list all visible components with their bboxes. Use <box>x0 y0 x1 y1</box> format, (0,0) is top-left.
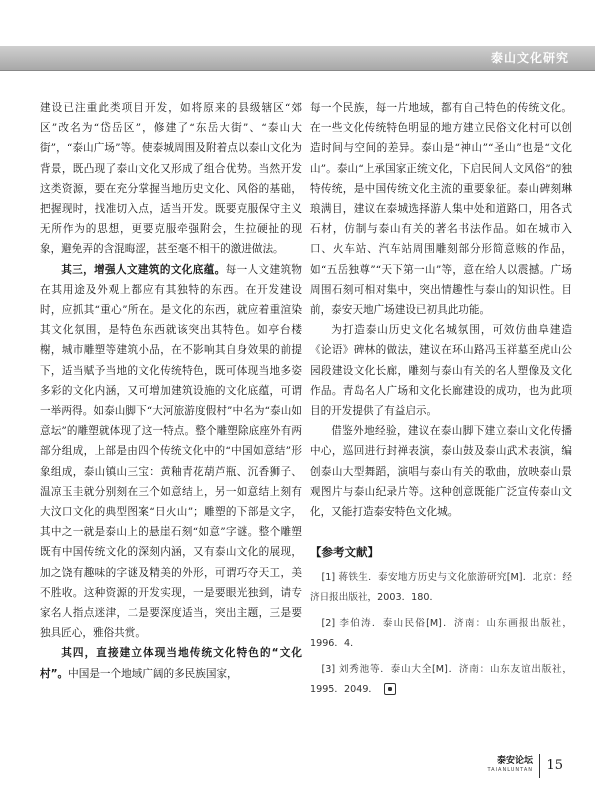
page-number: 15 <box>546 758 563 773</box>
paragraph-5 <box>310 320 572 421</box>
references-title: 【参考文献】 <box>310 545 379 560</box>
footer-brand-latin: TAIANLUNTAN <box>487 767 533 773</box>
footer-divider <box>539 754 540 778</box>
paragraph-text: 为打造泰山历史文化名城氛围，可效仿曲阜建造《论语》碑林的做法，建议在环山路冯玉祥墓至虎山公园段建设文化长廊，雕刻与泰山有关的名人塑像及文化作品。青岛名人广场和文化长廊建设的成功，也为此项目的开发提供了有益启示。 <box>310 324 572 418</box>
paragraph-3 <box>40 643 302 683</box>
left-column <box>40 98 302 684</box>
paragraph-6 <box>310 421 572 522</box>
paragraph-lead: 其四，直接建立体现当地传统文化特色的“文化村”。 <box>40 647 302 680</box>
page-footer <box>455 752 575 784</box>
paragraph-text: 借鉴外地经验，建议在泰山脚下建立泰山文化传播中心，巡回进行封禅表演，泰山鼓及泰山武术表演，编创泰山大型舞蹈，演唱与泰山有关的歌曲，放映泰山景观图片与泰山纪录片等。这种创意既能广泛宣传泰山文化，又能打造泰安特色文化城。 <box>310 425 572 519</box>
paragraph-2 <box>40 260 302 644</box>
reference-item: [2] 李伯涛．泰山民俗[M]．济南：山东画报出版社，1996．4． <box>310 618 572 650</box>
header-rule <box>0 70 595 71</box>
reference-item-last <box>310 660 572 700</box>
paragraph-lead: 其三，增强人文建筑的文化底蕴。 <box>61 263 226 276</box>
paragraph-4 <box>310 98 572 320</box>
end-mark-icon <box>384 683 396 695</box>
footer-brand <box>473 756 533 773</box>
section-title: 泰山文化研究 <box>490 51 569 65</box>
paragraph-text: 建设已注重此类项目开发，如将原来的县级辖区“郊区”改名为“岱岳区”，修建了“东岳大街”、“泰山大街”，“泰山广场”等。使泰城周围及附着点以泰山文化为背景，既凸现了泰山文化又形成了组合优势。当然开发这类资源，要在充分掌握当地历史文化、风俗的基础，把握现时，找准切入点，适当开发。既要克服保守主义无所作为的思想，更要克服牵强附会，生拉硬扯的现象，避免弄的含混晦涩，甚至毫不相干的激进做法。 <box>40 102 302 256</box>
paragraph-text: 每一个民族，每一片地域，都有自己特色的传统文化。在一些文化传统特色明显的地方建立民俗文化村可以创造时间与空间的差异。泰山是“神山”“圣山”也是“文化山”。泰山“上承国家正统文化，下启民间人文风俗”的独特传统，是中国传统文化主流的重要象征。泰山碑刻琳琅满目，建议在泰城选择游人集中处和道路口，用各式石材，仿制与泰山有关的著名书法作品。如在城市入口、火车站、汽车站周围雕刻部分形简意赅的作品，如“五岳独尊”“天下第一山”等，意在给人以震撼。广场周围石刻可相对集中，突出情趣性与泰山的知识性。目前，泰安天地广场建设已初具此功能。 <box>310 102 572 317</box>
reference-text: [3] 刘秀池等．泰山大全[M]．济南：山东友谊出版社，1995．2049． <box>310 664 572 696</box>
reference-item: [1] 蒋铁生．泰安地方历史与文化旅游研究[M]．北京：经济日报出版社，2003．180． <box>310 572 572 604</box>
paragraph-text: 每一人文建筑物在其用途及外观上都应有其独特的东西。在开发建设时，应抓其“重心”所在。是文化的东西，就应着重渲染其文化氛围，是特色东西就该突出其特色。如亭台楼榭，城市雕塑等建筑小品，在不影响其自身效果的前提下，适当赋予当地的文化传统特色，既可体现当地多姿多彩的文化内涵，又可增加建筑设施的文化底蕴，可谓一举两得。如泰山脚下“大河旅游度假村”中名为“泰山如意坛”的雕塑就体现了这一特点。整个雕塑除底座外有两部分组成，上部是由四个传统文化中的“中国如意结”形象组成，泰山镇山三宝：黄釉青花葫芦瓶、沉香狮子、温凉玉圭就分别刻在三个如意结上，另一如意结上刻有大汶口文化的典型图案“日火山”；雕塑的下部是文字，其中之一就是泰山上的悬崖石刻“如意”字谜。整个雕塑既有中国传统文化的深刻内涵，又有泰山文化的展现，加之饶有趣味的字谜及精美的外形，可谓巧夺天工，美不胜收。这种资源的开发实现，一是要眼光独到，请专家名人指点迷津，二是要深度适当，突出主题，三是要独具匠心，雅俗共赏。 <box>40 263 303 640</box>
paragraph-text: 中国是一个地域广阔的多民族国家， <box>68 667 238 680</box>
paragraph-1 <box>40 98 302 260</box>
footer-brand-name: 泰安论坛 <box>496 756 533 766</box>
right-column <box>310 98 572 700</box>
